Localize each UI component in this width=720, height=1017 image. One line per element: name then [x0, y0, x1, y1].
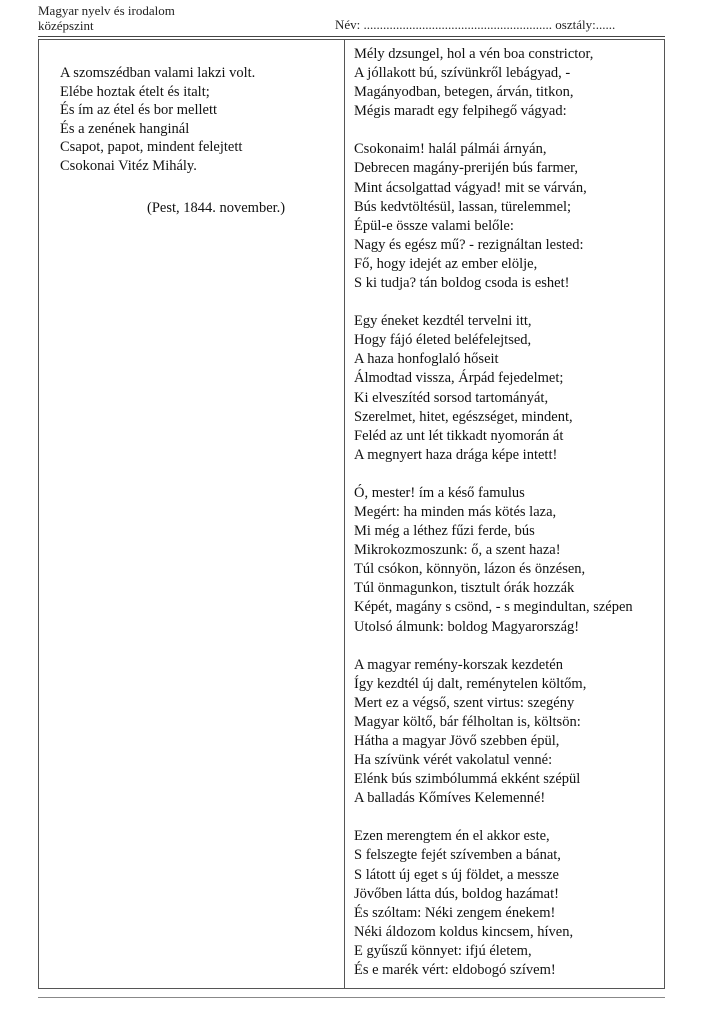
poem-line: Mikrokozmoszunk: ő, a szent haza! [354, 542, 561, 559]
poem-line: Debrecen magány-prerijén bús farmer, [354, 160, 579, 177]
dateline: (Pest, 1844. november.) [147, 200, 286, 216]
poem-line: Épül-e össze valami belőle: [354, 217, 514, 234]
poem-line: Álmodtad vissza, Árpád fejedelmet; [354, 370, 564, 387]
poem-line: Hogy fájó életed beléfelejtsed, [354, 332, 532, 349]
poem-line: És szóltam: Néki zengem énekem! [354, 904, 556, 921]
poem-line: Magyar költő, bár félholtan is, költsön: [354, 713, 581, 730]
poem-line: Elébe hoztak ételt és italt; [60, 83, 210, 100]
poem-line: A jóllakott bú, szívünkről lebágyad, - [354, 65, 571, 82]
poem-line: Szerelmet, hitet, egészséget, mindent, [354, 408, 573, 425]
poem-line: Csokonai Vitéz Mihály. [60, 157, 197, 174]
poem-line: A szomszédban valami lakzi volt. [60, 65, 256, 81]
level-label: középszint [38, 18, 94, 33]
poem-line: Mi még a léthez fűzi ferde, bús [354, 523, 535, 540]
poem-line: Magányodban, betegen, árván, titkon, [354, 84, 574, 101]
name-class-field: Név: .......................................................... osztály:...... [335, 17, 616, 32]
poem-line: Képét, magány s csönd, - s megindultan, szépen [354, 599, 633, 616]
poem-line: S ki tudja? tán boldog csoda is eshet! [354, 275, 570, 292]
poem-line: Mint ácsolgattad vágyad! mit se várván, [354, 179, 587, 196]
poem-line: Mert ez a végső, szent virtus: szegény [354, 694, 575, 711]
poem-line: A balladás Kőmíves Kelemenné! [354, 790, 546, 807]
poem-line: Ha szívünk vérét vakolatul venné: [354, 752, 553, 769]
poem-line: Jövőben látta dús, boldog hazámat! [354, 885, 559, 902]
right-column [354, 45, 666, 999]
subject-label: Magyar nyelv és irodalom [38, 3, 175, 18]
poem-line: Elénk bús szimbólummá ekként szépül [354, 771, 581, 788]
poem-line: Egy éneket kezdtél tervelni itt, [354, 313, 532, 330]
exam-header [38, 3, 175, 33]
column-divider [344, 39, 345, 989]
poem-line: Túl csókon, könnyön, lázon és önzésen, [354, 561, 586, 578]
poem-line: Utolsó álmunk: boldog Magyarország! [354, 618, 580, 635]
poem-line: Fő, hogy idejét az ember elölje, [354, 255, 538, 272]
poem-line: Hátha a magyar Jövő szebben épül, [354, 733, 560, 749]
poem-line: Túl önmagunkon, tisztult órák hozzák [354, 580, 575, 597]
left-column [60, 64, 340, 176]
poem-line: Csapot, papot, mindent felejtett [60, 139, 243, 156]
stanza [354, 484, 666, 637]
poem-line: Nagy és egész mű? - rezignáltan lested: [354, 236, 584, 253]
poem-line: Ki elveszítéd sorsod tartományát, [354, 389, 549, 406]
header-rule [38, 36, 665, 37]
poem-line: A megnyert haza drága képe intett! [354, 446, 558, 463]
poem-line: Így kezdtél új dalt, reménytelen költőm, [354, 675, 587, 692]
stanza [354, 656, 666, 809]
poem-line: Ó, mester! ím a késő famulus [354, 484, 525, 501]
poem-line: S látott új eget s új földet, a messze [354, 866, 559, 883]
poem-line: Megért: ha minden más kötés laza, [354, 503, 557, 520]
poem-line: Mégis maradt egy felpihegő vágyad: [354, 103, 567, 120]
poem-line: Mély dzsungel, hol a vén boa constrictor, [354, 46, 594, 62]
poem-line: És e marék vért: eldobogó szívem! [354, 962, 556, 979]
stanza [354, 45, 666, 121]
poem-line: A magyar remény-korszak kezdetén [354, 656, 563, 673]
poem-line: E gyűszű könnyet: ifjú életem, [354, 942, 532, 959]
stanza [354, 827, 666, 980]
poem-line: Ezen merengtem én el akkor este, [354, 828, 550, 845]
poem-line: És ím az étel és bor mellett [60, 102, 218, 119]
poem-line: S felszegte fejét szívemben a bánat, [354, 847, 561, 864]
poem-line: Bús kedvtöltésül, lassan, türelemmel; [354, 198, 572, 215]
footer-rule [38, 997, 665, 998]
poem-line: És a zenének hanginál [60, 120, 190, 137]
poem-line: Csokonaim! halál pálmái árnyán, [354, 141, 547, 158]
poem-line: A haza honfoglaló hőseit [354, 351, 499, 368]
poem-line: Feléd az unt lét tikkadt nyomorán át [354, 427, 564, 444]
stanza [354, 312, 666, 465]
stanza [354, 140, 666, 293]
poem-line: Néki áldozom koldus kincsem, híven, [354, 923, 574, 940]
